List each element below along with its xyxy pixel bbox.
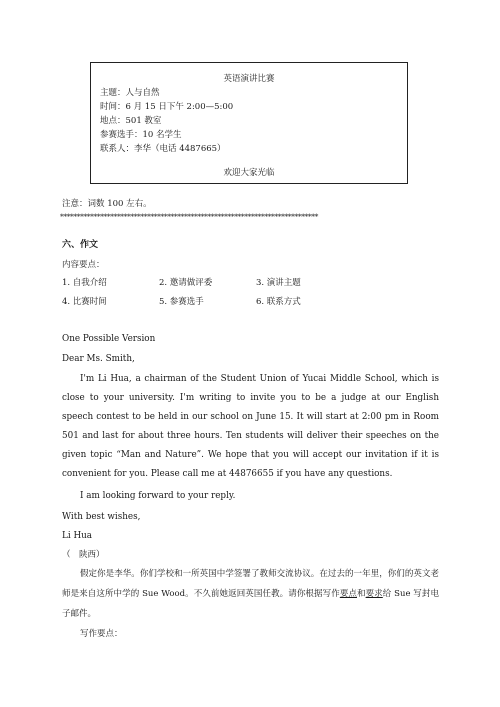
prompt-and: 和 [357, 589, 366, 599]
contest-notice-box [90, 62, 408, 184]
essay-signature: Li Hua [62, 531, 93, 541]
points-row-2 [62, 295, 301, 307]
notice-contact: 联系人：李华（电话 4487665） [100, 144, 226, 154]
essay-label: One Possible Version [62, 334, 156, 344]
writing-prompt [62, 564, 439, 624]
point-item: 6. 联系方式 [256, 297, 301, 307]
notice-welcome: 欢迎大家光临 [223, 168, 275, 178]
notice-time: 时间：6 月 15 日下午 2:00—5:00 [100, 102, 234, 112]
word-count-note: 注意：词数 100 左右。 [62, 199, 152, 209]
points-row-1 [62, 276, 301, 288]
essay-closing: With best wishes, [62, 512, 141, 522]
point-item: 5. 参赛选手 [159, 297, 204, 307]
notice-title: 英语演讲比赛 [223, 74, 275, 84]
points-label: 内容要点： [62, 260, 105, 270]
point-item: 3. 演讲主题 [256, 278, 301, 288]
essay-closing-sentence: I am looking forward to your reply. [80, 491, 236, 501]
essay-body-paragraph: I'm Li Hua, a chairman of the Student Union of Yucai Middle School, which is close to your university. I'm writing to invite you to be a judge at our English speech contest to be held in our school on June 15. It will start at 2:00 pm in Room 501 and last for about three hours. Ten students will deliver their speeches on the given topic “Man and Nature”. We hope that you will accept our invitation if it is convenient for you. Please call me at 44876655 if you have any questions. [62, 374, 439, 479]
prompt-text-end: 给 Sue 写封电子邮件。 [62, 589, 439, 619]
notice-place: 地点：501 教室 [100, 116, 162, 126]
notice-participants: 参赛选手：10 名学生 [100, 130, 182, 140]
essay-greeting: Dear Ms. Smith, [62, 354, 135, 364]
separator-line: ***************************************************************************** [60, 212, 318, 221]
notice-topic: 主题：人与自然 [100, 88, 160, 98]
writing-points-label: 写作要点： [80, 629, 123, 639]
section-heading: 六、作文 [62, 240, 99, 250]
prompt-underlined-requirements: 要求 [365, 589, 383, 599]
point-item: 2. 邀请做评委 [159, 278, 213, 288]
prompt-underlined-points: 要点 [339, 589, 357, 599]
point-item: 1. 自我介绍 [62, 278, 107, 288]
point-item: 4. 比赛时间 [62, 297, 107, 307]
prompt-text: 假定你是李华。你们学校和一所英国中学签署了教师交流协议。在过去的一年里，你们的英文老师是来自这所中学的 Sue Wood。不久前她返回英国任教。请你根据写作 [62, 569, 439, 599]
region-label: （ 陕西） [62, 550, 105, 560]
